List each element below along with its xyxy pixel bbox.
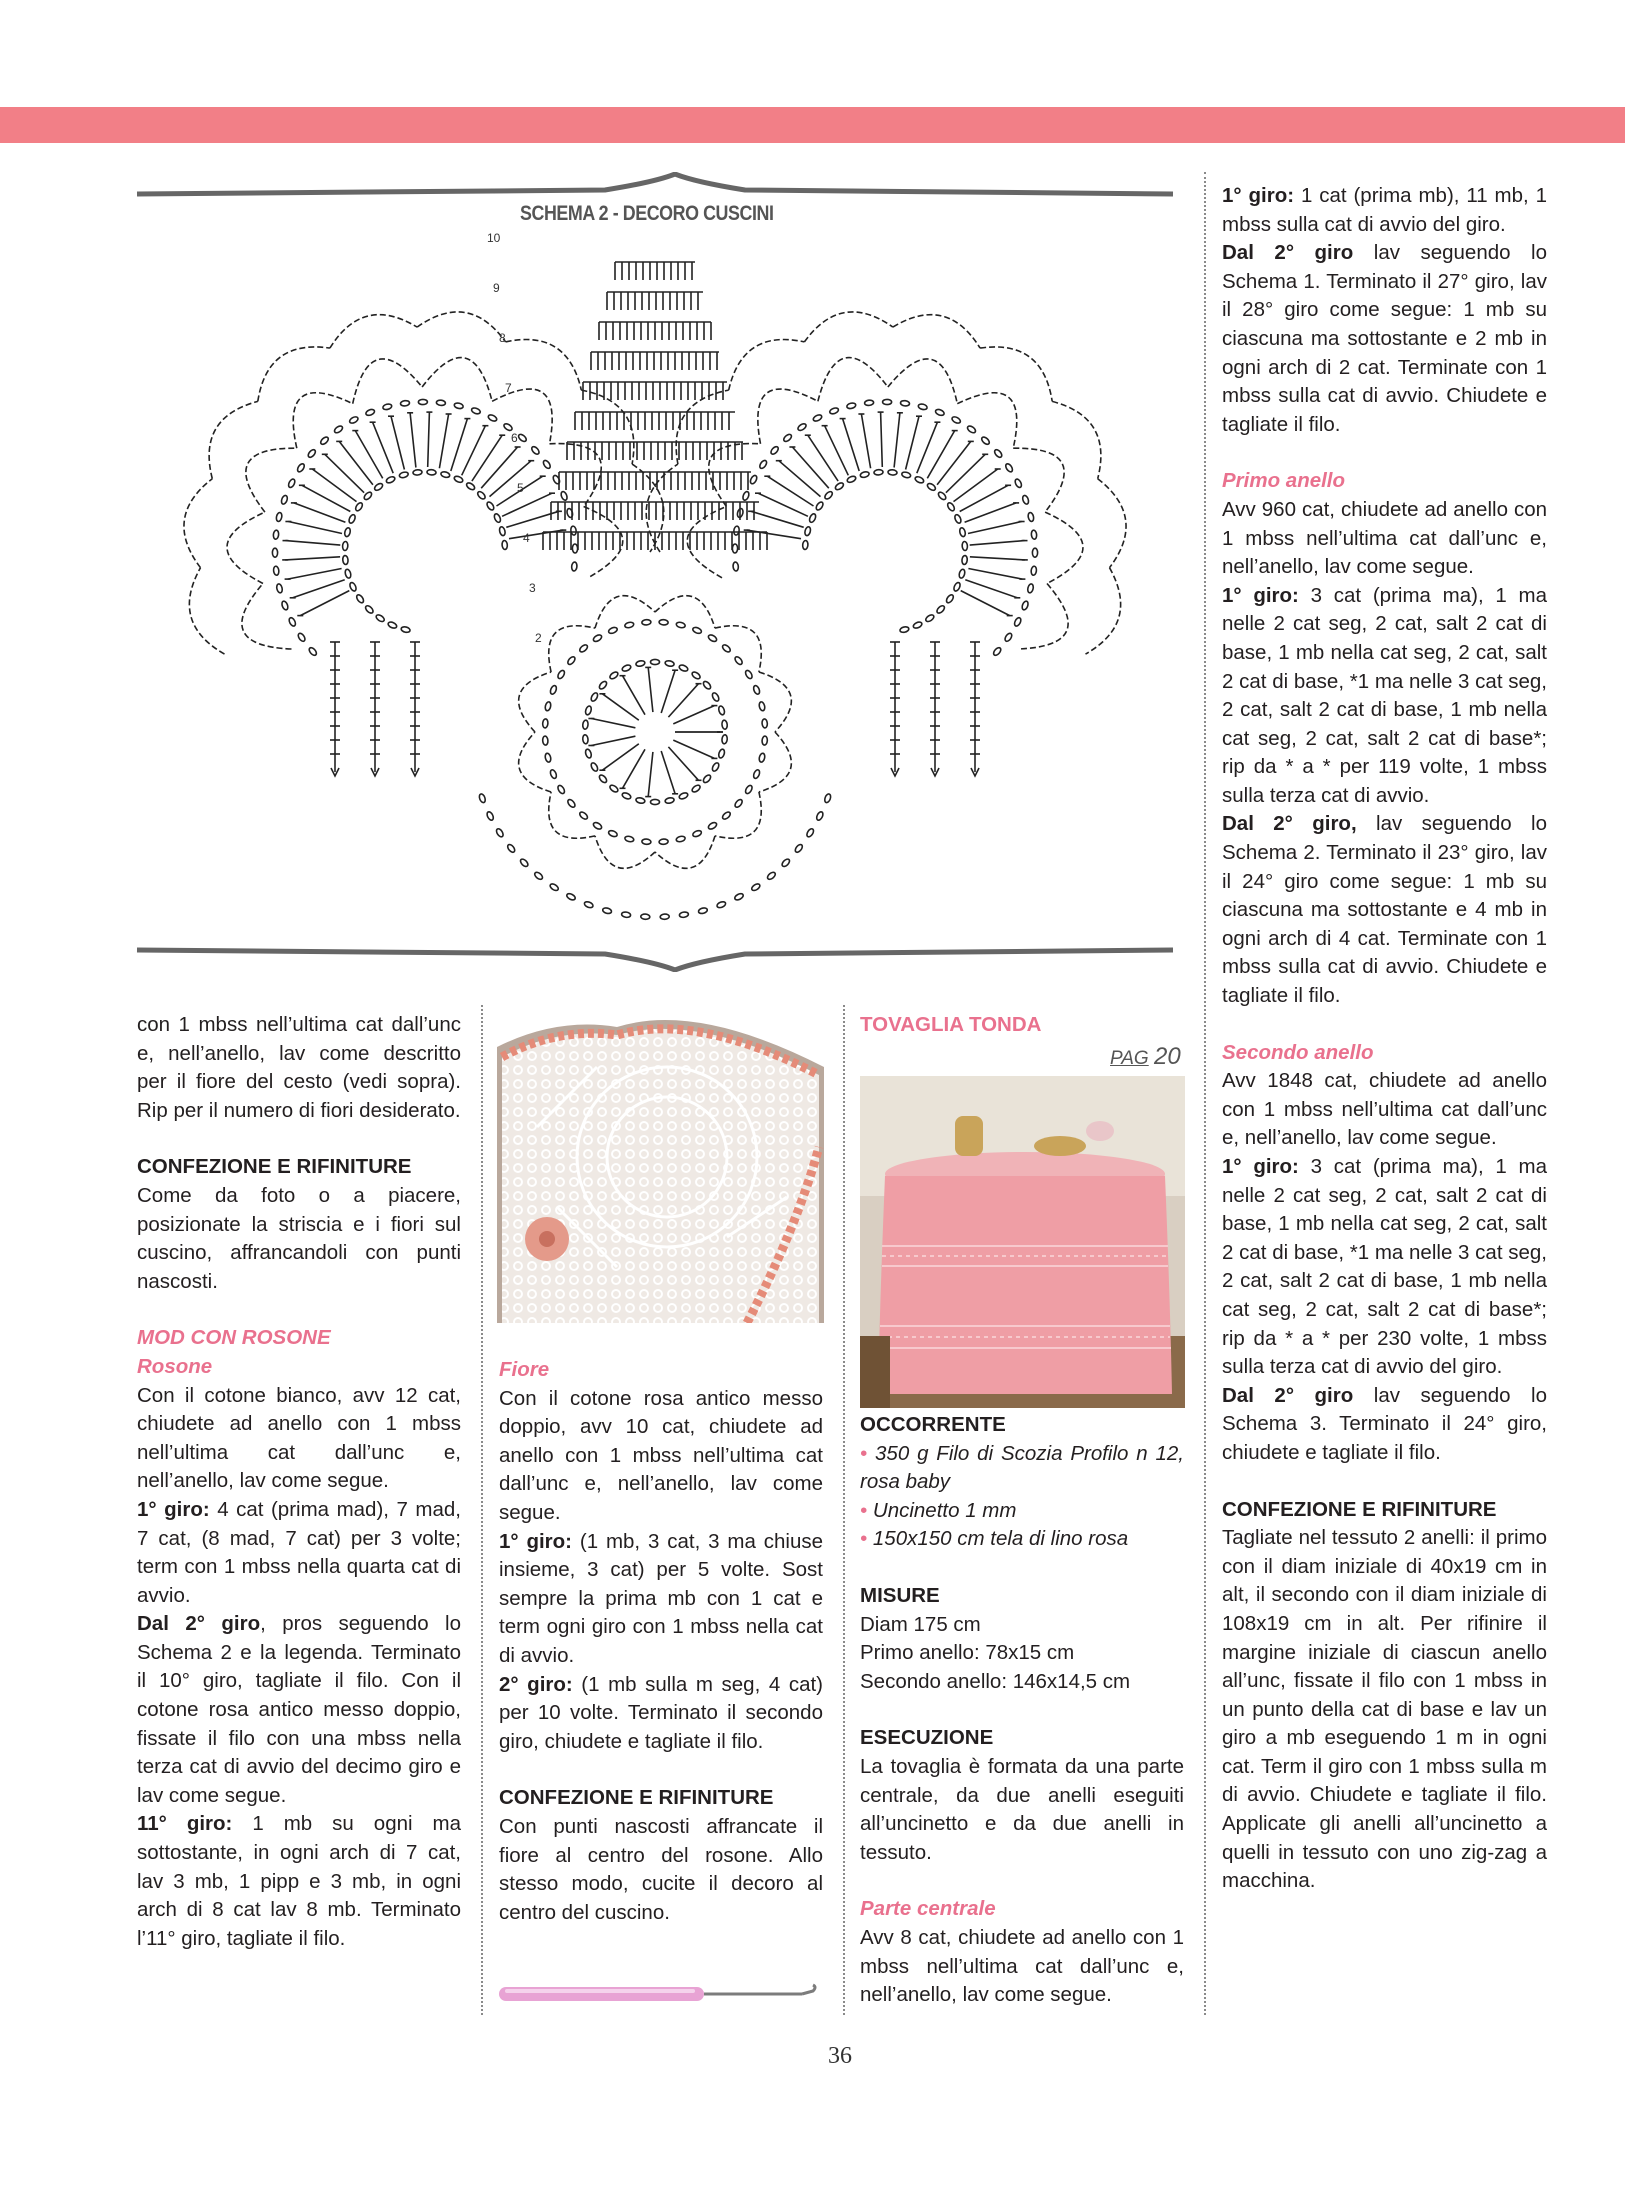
round-text: (1 mb, 3 cat, 3 ma chiuse insieme, 3 cat) per 5 volte. Sost sempre la prima mb con 1 cat e term ogni giro con 1 mbss nella cat di avvio.: [499, 1529, 824, 1667]
tovaglia-tonda-heading: TOVAGLIA TONDA: [860, 1013, 1042, 1036]
rosone-photo: [497, 1007, 824, 1323]
mod-rosone-heading: MOD CON ROSONE: [137, 1326, 331, 1350]
column-rule: [843, 1005, 845, 2015]
confezione-text: Come da foto o a piacere, posizionate la striscia e i fiori sul cuscino, affrancandoli con punti nascosti.: [137, 1183, 461, 1293]
round-label: Dal 2° giro: [1222, 241, 1354, 265]
schema-title: SCHEMA 2 - DECORO CUSCINI: [520, 202, 774, 225]
intro-text: con 1 mbss nell’ultima cat dall’unc e, nell’anello, lav come descritto per il fiore del cesto (vedi sopra). Rip per il numero di fiori desiderato.: [137, 1013, 461, 1122]
confezione-heading: CONFEZIONE E RIFINITURE: [499, 1786, 774, 1810]
round-text: 1 mb su ogni ma sottostante, in ogni arch di 7 cat, lav 3 mb, 1 pipp e 3 mb, in ogni arch di 8 cat lav 8 mb. Terminato l’11° giro, tagliate il filo.: [137, 1812, 462, 1950]
bullet: •: [860, 1441, 868, 1465]
occorrente-item: [860, 1497, 1184, 1526]
esecuzione-text: La tovaglia è formata da una parte centrale, da due anelli eseguiti all’uncinetto e da due anelli in tessuto.: [860, 1754, 1184, 1864]
column-rule: [1204, 172, 1206, 2015]
tablecloth-photo: [860, 1076, 1185, 1408]
page-number: 36: [828, 2043, 852, 2069]
confezione-heading: CONFEZIONE E RIFINITURE: [137, 1155, 412, 1179]
round-number-label: 9: [493, 281, 500, 295]
primo-round-1: [1222, 582, 1547, 811]
pag-label: PAG: [1110, 1048, 1149, 1069]
round-label: Dal 2° giro,: [1222, 812, 1357, 836]
round-1-text: [1222, 182, 1547, 239]
round-label: 1° giro:: [499, 1529, 573, 1553]
occorrente-heading: OCCORRENTE: [860, 1413, 1006, 1436]
round-text: 3 cat (prima ma), 1 ma nelle 2 cat seg, 2 cat, salt 2 cat di base, 1 mb nella cat seg, 2 cat, salt 2 cat di base, *1 ma nelle 3 cat seg, 2 cat, salt 2 cat di base, 1 mb nella cat seg, 2 cat, salt 2 cat di base*; rip da * a * per 230 volte, 1 mbss sulla terza cat di avvio del giro.: [1222, 1155, 1548, 1379]
misure-heading: MISURE: [860, 1583, 940, 1607]
round-text: (1 mb sulla m seg, 4 cat) per 10 volte. Terminato il secondo giro, chiudete e tagliate il filo.: [499, 1672, 823, 1753]
fiore-heading: Fiore: [499, 1358, 550, 1381]
confezione-text: Tagliate nel tessuto 2 anelli: il primo con il diam iniziale di 40x19 cm in alt, il secondo con il diam iniziale di 108x19 cm in alt. Per rifinire il margine iniziale di ciascun anello all’unc, fissate il filo con 1 mbss in un punto della cat di base e lav un giro a mb eseguendo 1 m in ogni cat. Term il giro con 1 mbss sulla m di avvio. Chiudete e tagliate il filo. Applicate gli anelli all’uncinetto a quelli in tessuto con uno zig-zag a macchina.: [1222, 1526, 1547, 1893]
round-text: lav seguendo lo Schema 3. Terminato il 24° giro, chiudete e tagliate il filo.: [1222, 1383, 1548, 1464]
round-text: 4 cat (prima mad), 7 mad, 7 cat, (8 mad, 7 cat) per 3 volte; term con 1 mbss nella quarta cat di avvio.: [137, 1497, 461, 1607]
fiore-text: Con il cotone rosa antico messo doppio, avv 10 cat, chiudete ad anello con 1 mbss nell’ultima cat dall’unc e, nell’anello, lav come segue.: [499, 1386, 823, 1524]
round-number-label: 2: [535, 631, 542, 645]
column-rule: [481, 1005, 483, 2015]
round-number-label: 4: [523, 531, 530, 545]
round-label: 11° giro:: [137, 1812, 233, 1836]
bullet: •: [860, 1527, 868, 1551]
misure-line: Primo anello: 78x15 cm: [860, 1641, 1075, 1665]
round-text: 1 cat (prima mb), 11 mb, 1 mbss sulla cat di avvio del giro.: [1222, 184, 1547, 236]
confezione-heading: CONFEZIONE E RIFINITURE: [1222, 1497, 1497, 1521]
occorrente-item: [860, 1525, 1184, 1554]
fiore-round-1: [499, 1528, 823, 1671]
secondo-anello-heading: Secondo anello: [1222, 1040, 1374, 1064]
occorrente-item: [860, 1440, 1184, 1497]
item-text: 350 g Filo di Scozia Profilo n 12, rosa baby: [860, 1441, 1184, 1494]
round-label: 1° giro:: [1222, 583, 1299, 607]
round-text: 3 cat (prima ma), 1 ma nelle 2 cat seg, 2 cat, salt 2 cat di base, 1 mb nella cat seg, 2 cat, salt 2 cat di base, *1 ma nelle 3 cat seg, 2 cat, salt 2 cat di base, 1 mb nella cat seg, 2 cat, salt 2 cat di base*; rip da * a * per 119 volte, 1 mbss sulla terza cat di avvio.: [1222, 583, 1548, 807]
item-text: 150x150 cm tela di lino rosa: [872, 1527, 1129, 1551]
round-number-label: 7: [505, 381, 512, 395]
crochet-schema-diagram: [135, 172, 1175, 972]
round-label: Dal 2° giro: [1222, 1383, 1354, 1407]
primo-anello-text: Avv 960 cat, chiudete ad anello con 1 mbss nell’ultima cat dall’unc e, nell’anello, lav come segue.: [1222, 497, 1547, 579]
column-4: [1222, 182, 1547, 1896]
primo-anello-heading: Primo anello: [1222, 469, 1346, 493]
round-label: 1° giro:: [137, 1497, 210, 1521]
column-3: [860, 1011, 1184, 1040]
secondo-anello-text: Avv 1848 cat, chiudete ad anello con 1 mbss nell’ultima cat dall’unc e, nell’anello, lav come segue.: [1222, 1069, 1547, 1150]
secondo-round-2: [1222, 1382, 1547, 1468]
round-label: 1° giro:: [1222, 184, 1295, 207]
rosone-heading: Rosone: [137, 1354, 213, 1378]
misure-line: Diam 175 cm: [860, 1612, 981, 1636]
esecuzione-heading: ESECUZIONE: [860, 1726, 994, 1750]
fiore-round-2: [499, 1671, 823, 1757]
top-accent-bar: [0, 107, 1625, 143]
column-3-text: [860, 1411, 1184, 2010]
secondo-round-1: [1222, 1153, 1547, 1382]
parte-centrale-heading: Parte centrale: [860, 1897, 996, 1921]
confezione-text: Con punti nascosti affrancate il fiore al centro del rosone. Allo stesso modo, cucite il decoro al centro del cuscino.: [499, 1814, 823, 1924]
round-label: 1° giro:: [1222, 1155, 1299, 1178]
column-1: [137, 1011, 461, 1953]
item-text: Uncinetto 1 mm: [872, 1498, 1017, 1522]
round-2-text: [1222, 239, 1547, 439]
round-number-label: 5: [517, 481, 524, 495]
round-11-text: [137, 1810, 461, 1953]
parte-centrale-text: Avv 8 cat, chiudete ad anello con 1 mbss nell’ultima cat dall’unc e, nell’anello, lav come segue.: [860, 1925, 1184, 2007]
bullet: •: [860, 1498, 868, 1522]
rosone-text: Con il cotone bianco, avv 12 cat, chiudete ad anello con 1 mbss nell’ultima cat dall’unc e, nell’anello, lav come segue.: [137, 1383, 461, 1493]
schema-figure: [135, 172, 1175, 972]
round-number-label: 10: [487, 231, 501, 245]
round-label: Dal 2° giro: [137, 1612, 261, 1636]
round-label: 2° giro:: [499, 1672, 573, 1696]
pag-number: 20: [1154, 1043, 1181, 1070]
crochet-hook-image: [497, 1977, 827, 2011]
round-number-label: 3: [529, 581, 536, 595]
round-text: lav seguendo lo Schema 2. Terminato il 23° giro, lav il 24° giro come segue: 1 mb su ciascuna ma sottostante e 4 mb in ogni arch di 4 cat. Terminate con 1 mbss sulla cat di avvio. Chiudete e tagliate il filo.: [1222, 812, 1547, 1008]
round-number-label: 6: [511, 431, 518, 445]
round-text: , pros seguendo lo Schema 2 e la legenda. Terminato il 10° giro, tagliate il filo. Con il cotone rosa antico messo doppio, fissate il filo con una mbss nella terza cat di avvio del decimo giro e lav come segue.: [137, 1612, 461, 1807]
page-reference: [1110, 1043, 1181, 1071]
misure-line: Secondo anello: 146x14,5 cm: [860, 1669, 1131, 1693]
round-text: lav seguendo lo Schema 1. Terminato il 27° giro, lav il 28° giro come segue: 1 mb su ciascuna ma sottostante e 2 mb in ogni arch di 2 cat. Terminate con 1 mbss sulla cat di avvio. Chiudete e tagliate il filo.: [1222, 241, 1548, 436]
primo-round-2: [1222, 810, 1547, 1010]
round-2-text: [137, 1610, 461, 1810]
round-number-label: 8: [499, 331, 506, 345]
round-1-text: [137, 1496, 461, 1610]
column-2: [499, 1356, 823, 1927]
